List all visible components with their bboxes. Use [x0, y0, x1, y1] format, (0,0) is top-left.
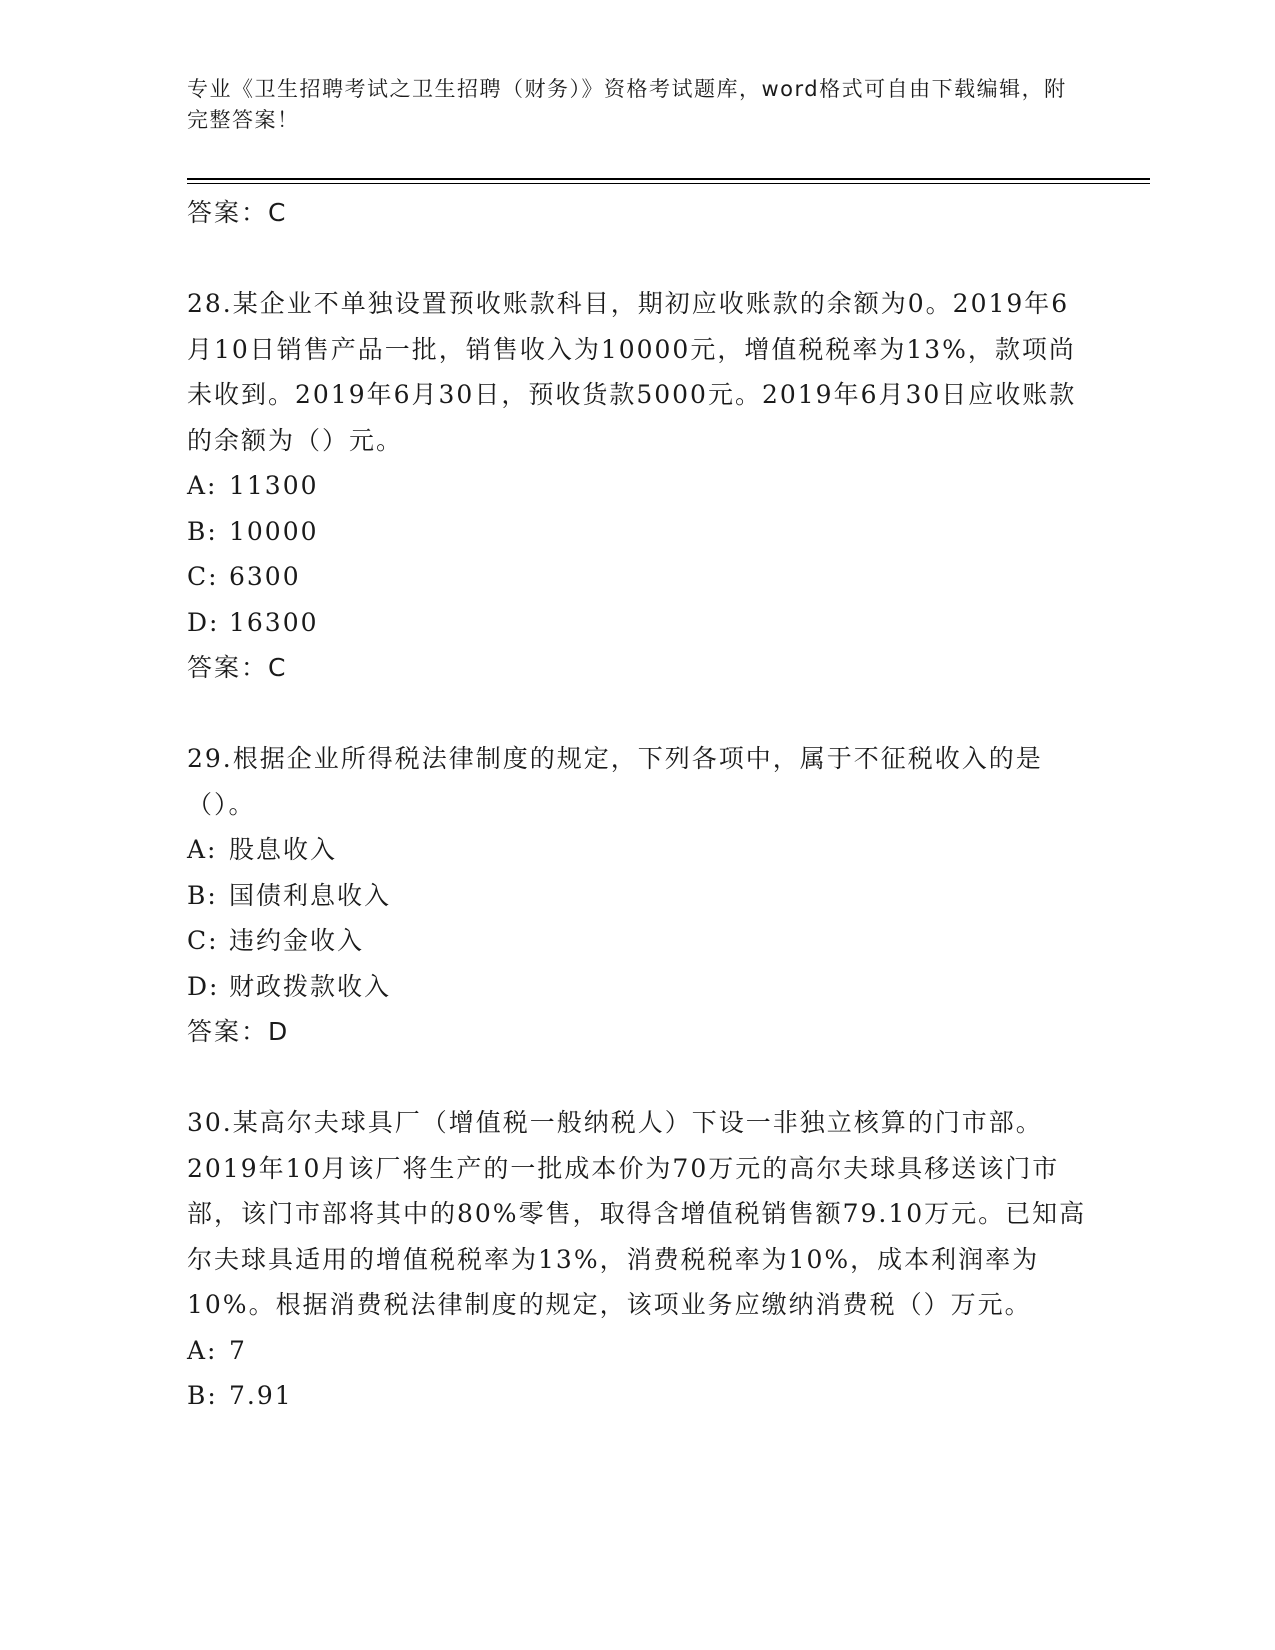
document-body — [187, 190, 1087, 1419]
option-item — [187, 873, 1087, 919]
spacer — [187, 235, 1087, 281]
page-header: 专业《卫生招聘考试之卫生招聘（财务）》资格考试题库，word格式可自由下载编辑，附完整答案！ — [187, 77, 1067, 132]
option-letter: A: — [187, 471, 218, 500]
option-text: 16300 — [229, 607, 319, 637]
option-text: 11300 — [229, 471, 319, 500]
spacer — [187, 1054, 1087, 1100]
option-letter: D: — [187, 971, 220, 1001]
option-letter: C: — [187, 926, 219, 955]
question-block — [187, 1100, 1087, 1419]
question-text: 29.根据企业所得税法律制度的规定，下列各项中，属于不征税收入的是（）。 — [187, 744, 1043, 819]
option-letter: A: — [187, 1335, 218, 1365]
option-item — [187, 509, 1087, 555]
option-text: 股息收入 — [229, 835, 338, 864]
option-item — [187, 1373, 1087, 1419]
option-letter: B: — [187, 516, 218, 546]
option-letter: D: — [187, 607, 220, 637]
option-letter: A: — [187, 835, 218, 864]
option-letter: C: — [187, 562, 219, 591]
option-item — [187, 827, 1087, 873]
option-text: 7.91 — [229, 1381, 293, 1410]
question-text: 30.某高尔夫球具厂（增值税一般纳税人）下设一非独立核算的门市部。2019年10月该厂将生产的一批成本价为70万元的高尔夫球具移送该门市部，该门市部将其中的80%零售，取得含增值税销售额79.10万元。已知高尔夫球具适用的增值税税率为13%，消费税税率为10%，成本利润率为10%。根据消费税法律制度的规定，该项业务应缴纳消费税（）万元。 — [187, 1108, 1087, 1319]
option-letter: B: — [187, 1381, 218, 1410]
header-rule-thick — [187, 178, 1150, 180]
answer-line: 答案：C — [187, 653, 288, 682]
option-text: 6300 — [229, 562, 301, 591]
option-item — [187, 1328, 1087, 1374]
option-item — [187, 463, 1087, 509]
option-letter: B: — [187, 880, 218, 910]
header-rule-thin — [187, 183, 1150, 184]
option-item — [187, 964, 1087, 1010]
answer-line: 答案：D — [187, 1017, 290, 1046]
question-text: 28.某企业不单独设置预收账款科目，期初应收账款的余额为0。2019年6月10日销售产品一批，销售收入为10000元，增值税税率为13%，款项尚未收到。2019年6月30日，预收货款5000元。2019年6月30日应收账款的余额为（）元。 — [187, 289, 1077, 455]
option-item — [187, 554, 1087, 600]
option-text: 7 — [229, 1335, 247, 1365]
option-text: 财政拨款收入 — [229, 971, 392, 1001]
option-text: 10000 — [229, 516, 319, 546]
option-item — [187, 600, 1087, 646]
option-text: 国债利息收入 — [229, 880, 392, 910]
answer-line: 答案：C — [187, 198, 288, 227]
option-item — [187, 918, 1087, 964]
spacer — [187, 690, 1087, 736]
question-block — [187, 281, 1087, 690]
option-text: 违约金收入 — [229, 926, 365, 955]
question-block — [187, 736, 1087, 1054]
